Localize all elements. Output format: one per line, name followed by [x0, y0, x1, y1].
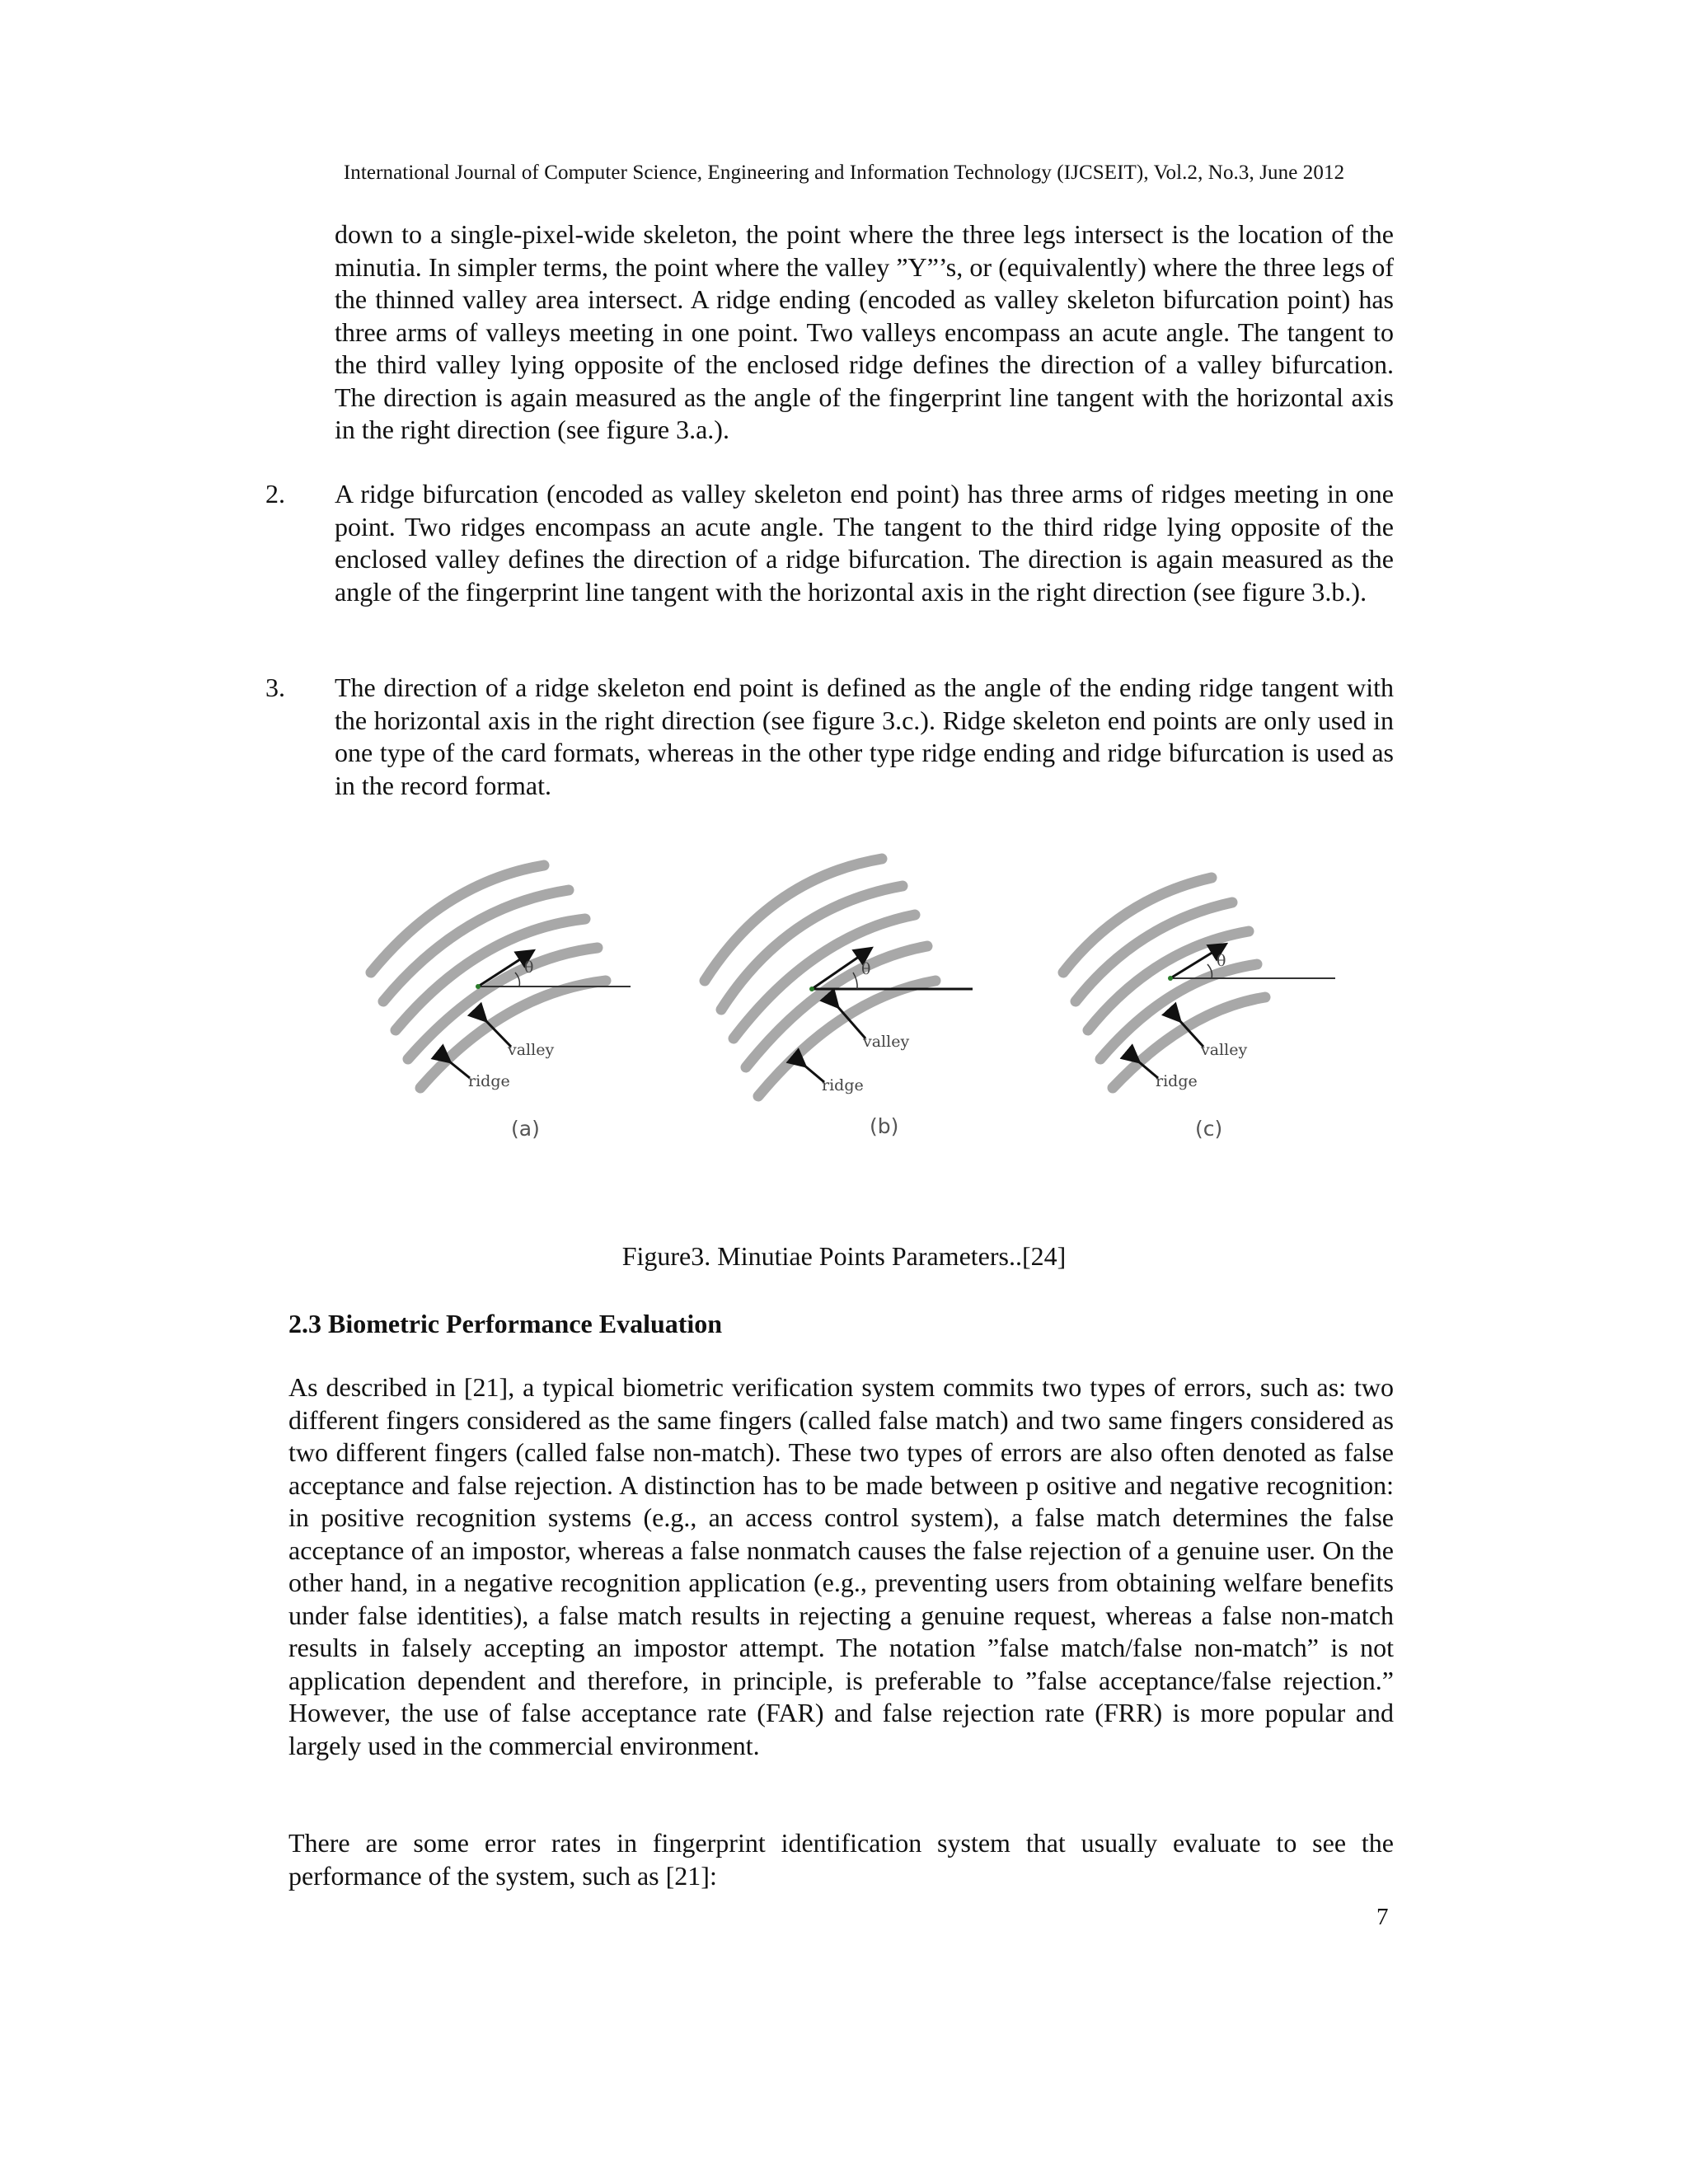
page-number: 7 [1376, 1904, 1389, 1930]
list-item-number: 3. [265, 673, 285, 702]
list-item-3 [265, 672, 1394, 802]
minutia-point [809, 987, 814, 991]
minutiae-figure-drawing [346, 849, 1368, 1179]
panel-c [1063, 878, 1335, 1141]
ridge-arrow [448, 1061, 470, 1078]
list-item-text: The direction of a ridge skeleton end point is defined as the angle of the ending ridge tangent with the horizontal axis in the right direction (see figure 3.c.). Ridge skeleton end points are only used in one type of the card formats, whereas in the other type ridge ending and ridge bifurcation is used as in the record format. [335, 673, 1394, 800]
figure-caption: Figure3. Minutiae Points Parameters..[24] [621, 1241, 1067, 1271]
minutiae-figure [346, 849, 1368, 1179]
ridge-label: ridge [468, 1072, 510, 1090]
journal-header: International Journal of Computer Science, Engineering and Information Technology (IJCSEIT), Vol.2, No.3, June 2012 [343, 162, 1345, 184]
panel-label: (a) [511, 1117, 540, 1141]
ridge-label: ridge [822, 1076, 864, 1094]
minutia-point [476, 984, 481, 989]
ridge-label: ridge [1156, 1072, 1198, 1090]
panel-a [371, 865, 631, 1141]
list-item-2 [265, 478, 1394, 608]
theta-label: θ [861, 960, 871, 978]
theta-label: θ [1217, 952, 1226, 970]
section-heading: 2.3 Biometric Performance Evaluation [288, 1309, 723, 1338]
list-item-text: A ridge bifurcation (encoded as valley skeleton end point) has three arms of ridges meeting in one point. Two ridges encompass an acute angle. The tangent to the third ridge lying opposite of the enclosed valley defines the direction of a ridge bifurcation. The direction is again measured as the angle of the fingerprint line tangent with the horizontal axis in the right direction (see figure 3.b.). [335, 479, 1394, 607]
panel-label: (b) [870, 1114, 899, 1138]
valley-label: valley [863, 1033, 910, 1051]
panel-b [705, 859, 973, 1138]
minutia-point [1168, 976, 1173, 981]
theta-label: θ [524, 958, 534, 977]
continuation-paragraph: down to a single-pixel-wide skeleton, the point where the three legs intersect is the location of the minutia. In simpler terms, the point where the valley ”Y”’s, or (equivalently) where the three legs of the thinned valley area intersect. A ridge ending (encoded as valley skeleton bifurcation point) has three arms of valleys meeting in one point. Two valleys encompass an acute angle. The tangent to the third valley lying opposite of the enclosed ridge defines the direction of a valley bifurcation. The direction is again measured as the angle of the fingerprint line tangent with the horizontal axis in the right direction (see figure 3.a.). [335, 219, 1394, 444]
body-paragraph-2: There are some error rates in fingerprint identification system that usually evaluate to see the performance of the system, such as [21]: [288, 1828, 1394, 1891]
valley-label: valley [508, 1041, 555, 1059]
valley-label: valley [1201, 1041, 1248, 1059]
list-item-number: 2. [265, 479, 285, 509]
ridge-lines [371, 865, 606, 1088]
ridge-lines [705, 859, 935, 1096]
panel-label: (c) [1195, 1117, 1223, 1141]
body-paragraph-1: As described in [21], a typical biometric verification system commits two types of errors, such as: two different fingers considered as the same fingers (called false match) and two same fingers considered as two different fingers (called false non-match). These two types of errors are also often denoted as false acceptance and false rejection. A distinction has to be made between p ositive and negative recognition: in positive recognition systems (e.g., an access control system), a false match determines the false acceptance of an impostor, whereas a false nonmatch causes the false rejection of a genuine user. On the other hand, in a negative recognition application (e.g., preventing users from obtaining welfare benefits under false identities), a false match results in rejecting a genuine request, whereas a false non-match results in falsely accepting an impostor attempt. The notation ”false match/false non-match” is not application dependent and therefore, in principle, is preferable to ”false acceptance/false rejection.” However, the use of false acceptance rate (FAR) and false rejection rate (FRR) is more popular and largely used in the commercial environment. [288, 1372, 1394, 1760]
